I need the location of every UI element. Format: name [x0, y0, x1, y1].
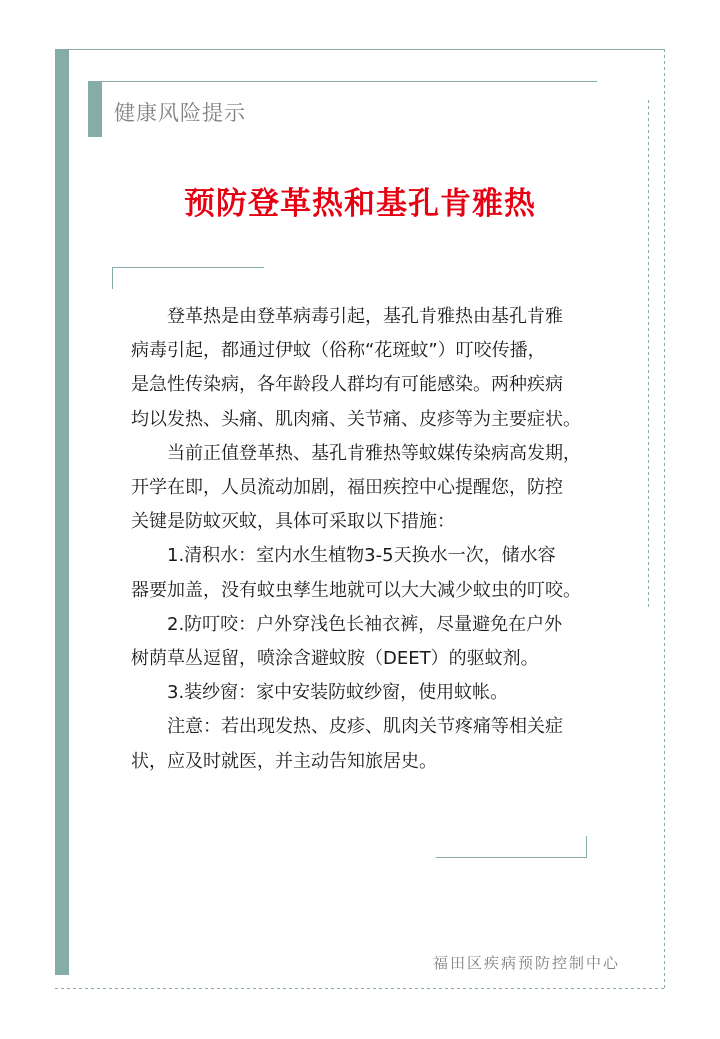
article-body: [131, 300, 596, 779]
body-line: 开学在即，人员流动加剧，福田疾控中心提醒您，防控: [131, 477, 563, 499]
header-tab-marker: [88, 81, 102, 137]
body-line: 2.防叮咬：户外穿浅色长袖衣裤，尽量避免在户外: [131, 613, 563, 635]
footer-organization: 福田区疾病预防控制中心: [433, 954, 621, 972]
corner-bracket-top-left: [112, 267, 264, 268]
body-line: 注意：若出现发热、皮疹、肌肉关节疼痛等相关症: [131, 716, 563, 738]
body-line: 均以发热、头痛、肌肉痛、关节痛、皮疹等为主要症状。: [131, 408, 581, 430]
corner-bracket-bottom-right: [436, 857, 587, 858]
body-line: 器要加盖，没有蚊虫孳生地就可以大大减少蚊虫的叮咬。: [131, 579, 581, 601]
corner-bracket-bottom-right-vertical: [586, 836, 587, 858]
body-line: 状，应及时就医，并主动告知旅居史。: [131, 750, 437, 772]
body-line: 树荫草丛逗留，喷涂含避蚊胺（DEET）的驱蚊剂。: [131, 648, 539, 670]
bottom-border-dashed: [55, 988, 665, 989]
body-line: 1.清积水：室内水生植物3-5天换水一次，储水容: [131, 545, 556, 567]
body-line: 3.装纱窗：家中安装防蚊纱窗，使用蚊帐。: [131, 682, 509, 704]
body-line: 当前正值登革热、基孔肯雅热等蚊媒传染病高发期，: [131, 442, 581, 464]
body-line: 关键是防蚊灭蚊，具体可采取以下措施：: [131, 511, 455, 533]
section-label: 健康风险提示: [114, 101, 246, 125]
body-line: 病毒引起，都通过伊蚊（俗称“花斑蚊”）叮咬传播，: [131, 340, 546, 362]
body-line: 登革热是由登革病毒引起，基孔肯雅热由基孔肯雅: [131, 306, 563, 327]
top-border-line: [69, 49, 665, 50]
page-title: 预防登革热和基孔肯雅热: [184, 186, 536, 222]
header-rule: [102, 81, 597, 82]
corner-bracket-top-left-vertical: [112, 267, 113, 289]
inner-right-dashed-line: [648, 100, 649, 610]
body-line: 是急性传染病，各年龄段人群均有可能感染。两种疾病: [131, 374, 563, 396]
